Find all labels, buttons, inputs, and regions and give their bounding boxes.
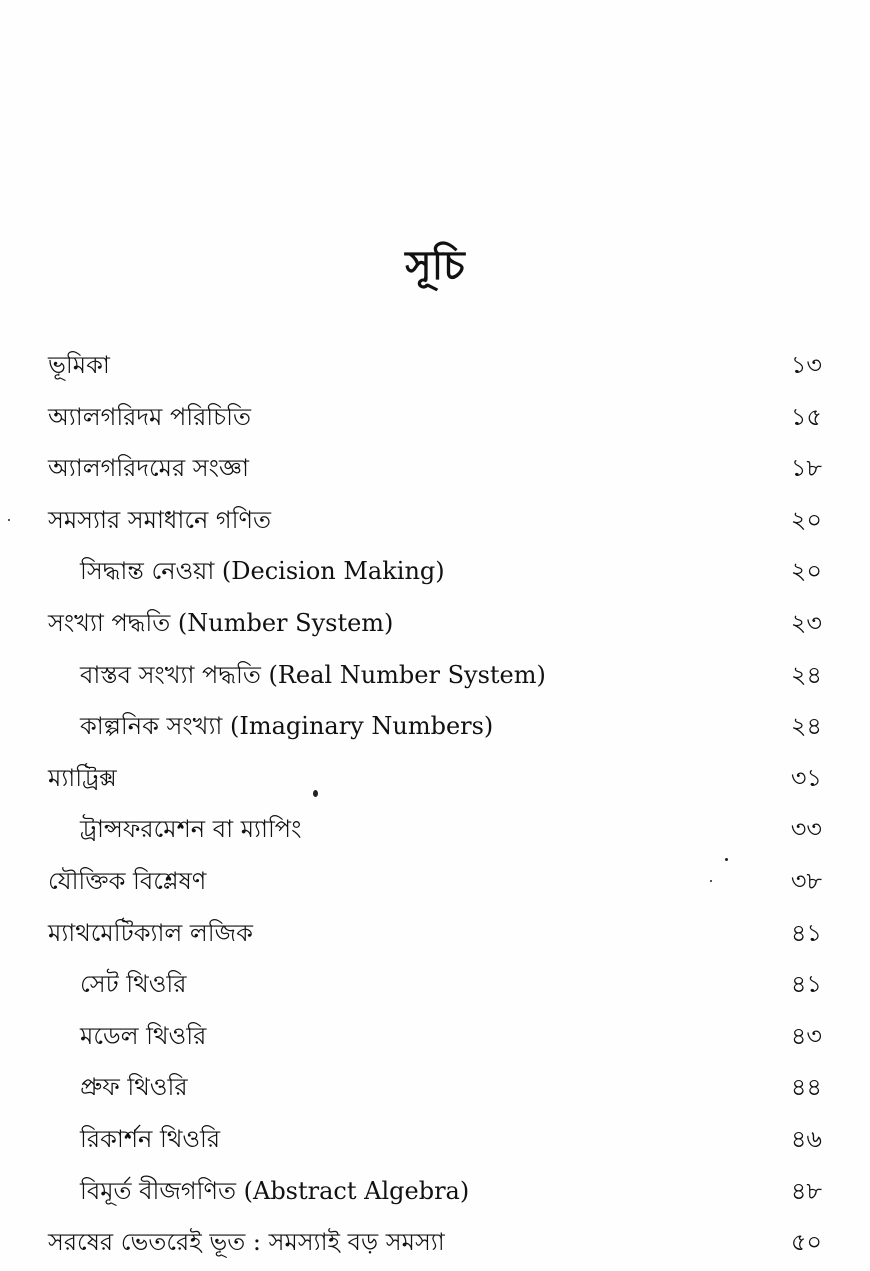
toc-entry [0, 443, 870, 495]
toc-entry-page: ২০ [790, 557, 822, 586]
toc-entry [0, 753, 870, 805]
toc-subentry [0, 1114, 870, 1166]
toc-entry-label: যৌক্তিক বিশ্লেষণ [48, 866, 207, 895]
ink-speck [8, 519, 10, 521]
toc-entry-page: ৪১ [790, 970, 822, 999]
toc-entry-label: সংখ্যা পদ্ধতি (Number System) [48, 608, 394, 637]
toc-entry [0, 495, 870, 547]
toc-entry-page: ৩৩ [790, 815, 822, 844]
toc-entry-label: বিমূর্ত বীজগণিত (Abstract Algebra) [80, 1176, 470, 1205]
toc-entry [0, 1217, 870, 1269]
toc-entry-label: রিকার্শন থিওরি [80, 1124, 221, 1153]
toc-subentry [0, 804, 870, 856]
toc-subentry [0, 1062, 870, 1114]
toc-entry-label: ট্রান্সফরমেশন বা ম্যাপিং [80, 815, 302, 844]
toc-entry-label: সেট থিওরি [80, 970, 187, 999]
ink-speck [725, 858, 728, 861]
toc-entry [0, 392, 870, 444]
toc-entry-page: ৪৩ [790, 1021, 822, 1050]
toc-entry [0, 598, 870, 650]
toc-subentry [0, 1166, 870, 1218]
toc-entry [0, 856, 870, 908]
toc-entry-label: ভূমিকা [48, 351, 110, 379]
toc-entry-page: ১৮ [790, 454, 822, 483]
toc-entry-page: ২৪ [790, 712, 822, 741]
ink-speck [710, 880, 712, 882]
toc-entry-label: প্রুফ থিওরি [80, 1073, 188, 1102]
toc-entry-label: বাস্তব সংখ্যা পদ্ধতি (Real Number System) [80, 660, 546, 689]
toc-entry-page: ৪৮ [790, 1176, 822, 1205]
toc-subentry [0, 1011, 870, 1063]
toc-entry-label: ম্যাট্রিক্স [48, 763, 117, 792]
toc-entry-label: সরষের ভেতরেই ভূত : সমস্যাই বড় সমস্যা [48, 1228, 445, 1257]
toc-entry-page: ২৩ [790, 608, 822, 637]
toc-subentry [0, 959, 870, 1011]
toc-subentry [0, 650, 870, 702]
toc-entry-page: ২৪ [790, 660, 822, 689]
table-of-contents [0, 340, 870, 1269]
toc-entry-label: সিদ্ধান্ত নেওয়া (Decision Making) [80, 557, 445, 586]
toc-subentry [0, 701, 870, 753]
toc-entry-page: ৪৪ [790, 1073, 822, 1102]
toc-entry-page: ৩৮ [790, 866, 822, 895]
toc-entry-page: ৪৬ [790, 1124, 822, 1153]
ink-speck [313, 790, 318, 797]
toc-entry-label: মডেল থিওরি [80, 1021, 207, 1050]
toc-entry-label: কাল্পনিক সংখ্যা (Imaginary Numbers) [80, 712, 494, 741]
toc-entry-page: ৪১ [790, 918, 822, 947]
toc-entry-label: ম্যাথমেটিক্যাল লজিক [48, 918, 253, 947]
toc-entry-page: ৩১ [790, 763, 822, 792]
toc-entry [0, 908, 870, 960]
toc-entry-page: ১৩ [790, 351, 822, 379]
toc-entry-label: অ্যালগরিদমের সংজ্ঞা [48, 454, 249, 483]
page-title: সূচি [405, 242, 465, 289]
toc-entry-page: ১৫ [790, 402, 822, 431]
toc-subentry [0, 546, 870, 598]
toc-entry-label: সমস্যার সমাধানে গণিত [48, 505, 272, 534]
toc-entry-page: ২০ [790, 505, 822, 534]
toc-entry [0, 340, 870, 392]
toc-entry-page: ৫০ [790, 1228, 822, 1257]
toc-entry-label: অ্যালগরিদম পরিচিতি [48, 402, 252, 431]
